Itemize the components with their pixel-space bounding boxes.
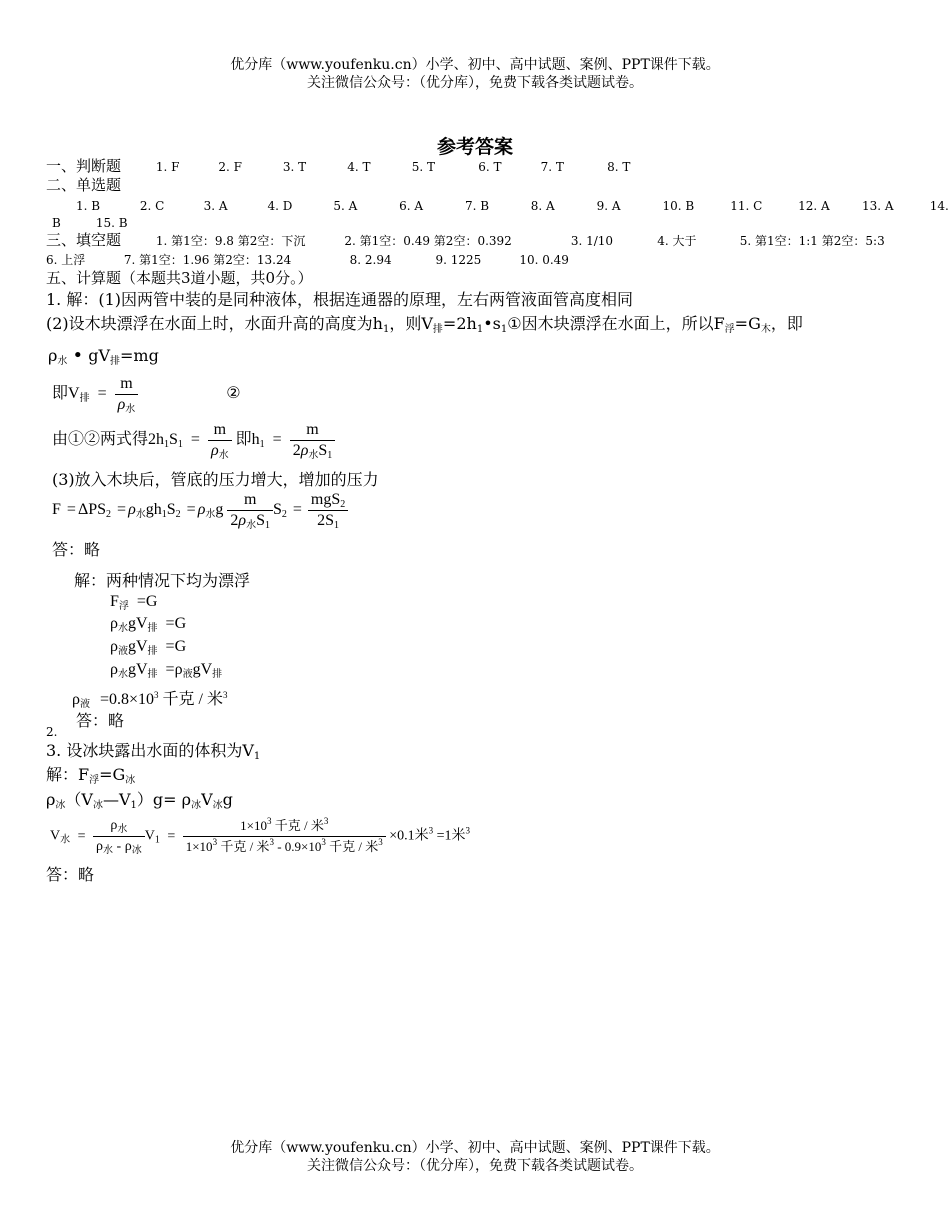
q1-equation-3: 由①②两式得$2h_1S_1$ = $\frac{m}{\rho_水}$ 即$h_1$ = $\frac{m}{2\rho_水S_1}$ [52, 420, 335, 461]
q1-text: ρ [48, 346, 58, 365]
judge-section [46, 157, 647, 176]
q1-text: =mg [120, 346, 159, 365]
judge-item: 6. T [478, 160, 502, 174]
q3-unit: 千克 / 米 [329, 839, 379, 854]
judge-item: 5. T [411, 160, 436, 174]
single-item: 1. B [76, 199, 101, 213]
single-item: 2. C [139, 199, 165, 213]
fill-item: 4. 大于 [657, 234, 697, 248]
q2-eq-2: $\rho_水gV_排 =G$ [110, 615, 187, 634]
q2-text: =0.8×10 [99, 691, 155, 708]
q3-unit: 千克 / 米 [274, 818, 324, 833]
single-item: 11. C [730, 199, 763, 213]
single-item: 6. A [399, 199, 424, 213]
q1-line-2: (2)设木块漂浮在水面上时，水面升高的高度为$h_1$，则$V_排=2h_1•s_1①$因木块漂浮在水面上，所以$F_浮=G_木$，即 [46, 314, 803, 335]
q1-equation-1: $\rho_水$ • $gV_排=mg$ [48, 345, 159, 367]
q2-unit: 千克 / 米 [162, 691, 223, 708]
q1-marker: ② [226, 385, 241, 403]
single-item: 9. A [596, 199, 621, 213]
fill-item: 10. 0.49 [519, 253, 569, 267]
judge-item: 1. F [155, 160, 180, 174]
judge-item: 8. T [607, 160, 631, 174]
page-title: 参考答案 [436, 136, 513, 158]
fill-item: 7. 第1空：1.96 第2空：13.24 [123, 253, 292, 267]
q2-eq-4: $\rho_水gV_排 =\rho_液gV_排$ [110, 661, 223, 680]
q1-text: ①因木块漂浮在水面上，所以F [507, 314, 725, 333]
q3-line-2: 解：$F_浮=G_冰$ [46, 765, 136, 786]
single-row-2 [52, 214, 146, 232]
q2-intro: 解：两种情况下均为漂浮 [74, 571, 251, 590]
fill-item: 8. 2.94 [349, 253, 392, 267]
q1-line-1: 1. 解：(1)因两管中装的是同种液体，根据连通器的原理，左右两管液面管高度相同 [46, 290, 634, 309]
q1-text: =2h [442, 314, 477, 333]
footer-line-1: 优分库（www.youfenku.cn）小学、初中、高中试题、案例、PPT课件下载。 [230, 1140, 720, 1156]
single-item: 15. B [95, 216, 128, 230]
judge-item: 3. T [282, 160, 307, 174]
q1-equation-2: 即$V_排$ = $\frac{m}{\rho_水}$ ② [52, 375, 241, 415]
fill-item: 9. 1225 [435, 253, 482, 267]
q3-text: 1×10 [185, 839, 213, 854]
q1-answer: 答：略 [52, 540, 101, 559]
single-item: 7. B [464, 199, 490, 213]
q2-result: $\rho_液 =0.8\times 10^3$ 千克 / 米$^3$ [72, 690, 228, 710]
q3-text: 解：F [46, 765, 90, 784]
single-item: 14. [929, 199, 949, 213]
q3-text: ×0.1米 [389, 828, 429, 844]
q1-text: 即h [235, 431, 260, 449]
judge-heading: 一、判断题 [46, 157, 122, 175]
single-row-1 [76, 197, 950, 215]
judge-item: 2. F [218, 160, 242, 174]
q3-text: ρ [46, 790, 56, 809]
q1-text: =G [734, 314, 761, 333]
calc-heading: 五、计算题（本题共3道小题，共0分。） [46, 269, 313, 287]
q3-text: =1米 [436, 828, 466, 844]
q2-eq-1: $F_浮 =G$ [110, 593, 158, 612]
fill-heading: 三、填空题 [46, 231, 122, 249]
q1-equation-4: $F = \Delta PS_2 = \rho_水gh_1S_2 = \rho_水g$ $\frac{m}{2\rho_水S_1}$ $S_2$ = $\frac{mgS_2}{2S_1}$ [52, 490, 348, 531]
q1-text: 即V [52, 385, 80, 403]
q3-line-3: $\rho_冰(V_冰—V_1)g= \rho_冰V_冰g$ [46, 790, 233, 811]
single-item: 13. A [861, 199, 894, 213]
fill-row-1 [46, 231, 885, 250]
single-item: 4. D [267, 199, 293, 213]
q2-number: 2. [46, 725, 58, 739]
q1-text: •s [483, 314, 501, 333]
q1-text: ，即 [770, 314, 803, 333]
q3-text: - 0.9×10 [277, 839, 322, 854]
q1-text: ，则V [389, 314, 433, 333]
q3-answer: 答：略 [46, 865, 95, 884]
header-line-2: 关注微信公众号：（优分库），免费下载各类试题试卷。 [307, 75, 643, 91]
single-item: 12. A [798, 199, 830, 213]
judge-item: 7. T [540, 160, 564, 174]
q1-text: (2)设木块漂浮在水面上时，水面升高的高度为h [46, 314, 383, 333]
q1-text: gV [88, 346, 111, 365]
single-item: 3. A [203, 199, 228, 213]
single-item: 8. A [530, 199, 555, 213]
fill-item: 3. 1/10 [570, 234, 614, 248]
single-item: 5. A [333, 199, 358, 213]
judge-item: 4. T [347, 160, 371, 174]
q3-equation: $V_水$ = $\frac{\rho_水}{\rho_水 - \rho_冰}$ $V_1$ = $\frac{1\times 10^3 千克 / 米^3}{1\times 10^3 千克 / 米^3 - 0.9\times 10^3 千克 / 米^3}$ ×0.1米$^3$ =1米$^3$ [50, 816, 471, 856]
fill-item: 2. 第1空：0.49 第2空：0.392 [344, 234, 512, 248]
q3-text: 1×10 [240, 818, 267, 833]
fill-row-2 [46, 251, 569, 269]
single-heading: 二、单选题 [46, 176, 122, 194]
q2-eq-3: $\rho_液gV_排 =G$ [110, 638, 187, 657]
fill-item: 6. 上浮 [46, 253, 86, 267]
single-item: B [52, 216, 61, 230]
q1-text: 水 [57, 356, 68, 367]
q3-text: 3. 设冰块露出水面的体积为V [46, 741, 254, 760]
q3-unit: 千克 / 米 [220, 839, 270, 854]
q1-line-3: (3)放入木块后，管底的压力增大，增加的压力 [52, 470, 379, 489]
q1-text: 由①②两式得2h [52, 431, 165, 449]
single-item: 10. B [662, 199, 695, 213]
fill-item: 5. 第1空：1:1 第2空：5:3 [739, 234, 885, 248]
fill-item: 1. 第1空：9.8 第2空：下沉 [155, 234, 306, 248]
q3-line-1: 3. 设冰块露出水面的体积为$V_1$ [46, 741, 261, 762]
header-line-1: 优分库（www.youfenku.cn）小学、初中、高中试题、案例、PPT课件下载。 [230, 57, 720, 73]
q2-answer: 答：略 [76, 711, 125, 730]
footer-line-2: 关注微信公众号：（优分库），免费下载各类试题试卷。 [307, 1158, 643, 1174]
